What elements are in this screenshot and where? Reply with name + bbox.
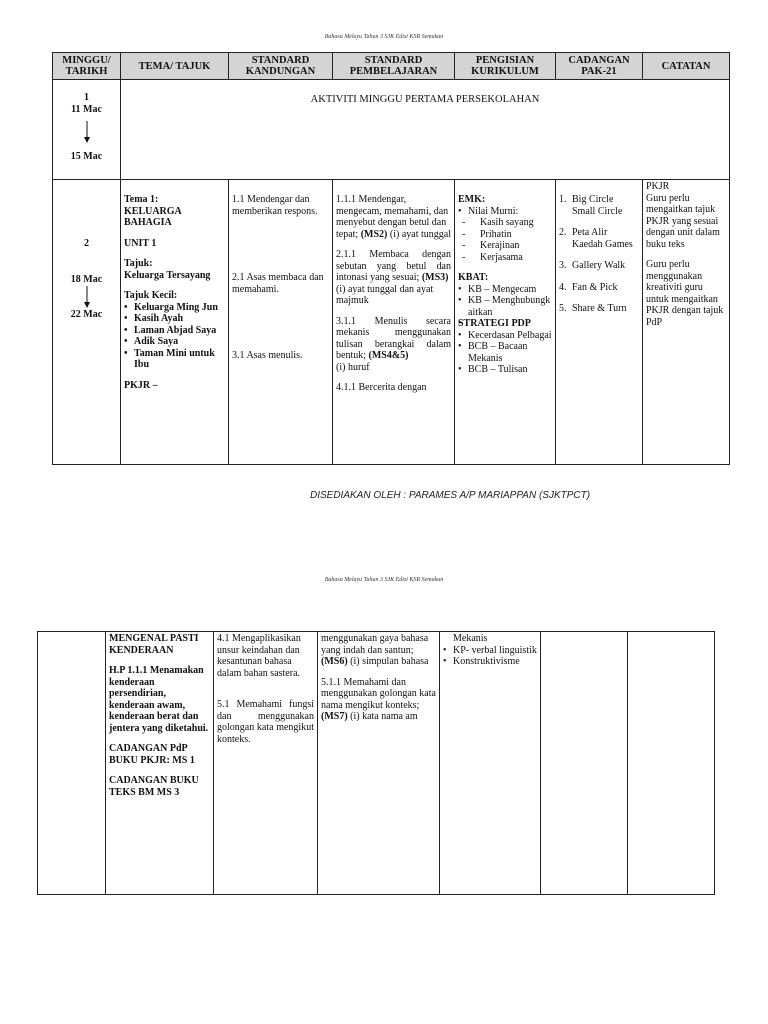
week2-number: 2 [84,238,89,249]
week1-activity: AKTIVITI MINGGU PERTAMA PERSEKOLAHAN [121,80,730,180]
pkjr-label: PKJR – [124,379,158,391]
sp-ms: (MS6) [321,656,348,667]
list-item: 5. Share & Turn [559,303,627,314]
list-item: • Kasih Ayah [124,313,225,325]
tajuk-label: Tajuk: [124,258,153,269]
week2-pak-cell [556,180,643,465]
list-item: • Adik Saya [124,336,225,348]
list-item: - Kerjasama [458,252,552,264]
kbat-label: KBAT: [458,272,489,283]
table-row-week1 [53,80,730,180]
list-item: • BCB – Bacaan Mekanis [458,341,552,364]
list-item: 4. Fan & Pick [559,281,618,293]
list-item: • BCB – Tulisan [458,364,552,376]
catatan-head: PKJR [646,181,670,192]
week2-end: 22 Mac [70,309,103,320]
sp-tail: (i) kata nama am [350,711,418,722]
week1-start: 11 Mac [71,103,102,115]
sk-item: 1.1 Mendengar dan memberikan respons. [232,194,318,217]
table-row-week2 [53,180,730,465]
page2-catatan-cell [628,632,715,895]
cadangan-teks: CADANGAN BUKU TEKS BM MS 3 [109,775,199,798]
sk-item: 4.1 Mengaplikasikan unsur keindahan dan kesantunan bahasa dalam bahan sastera. [217,633,301,679]
table-row [38,632,715,895]
list-item: • Keluarga Ming Jun [124,302,225,314]
tajuk-kecil-label: Tajuk Kecil: [124,290,178,301]
pak-list [559,194,639,315]
page2-sk-cell [214,632,318,895]
nilai-list [458,206,552,218]
sp-item: 3.1.1 Menulis secara mekanis menggunakan tulisan berangkai dalam bentuk; [336,315,451,361]
sp-tail: (i) simpulan bahasa [350,656,429,667]
rpt-table-page2 [37,631,715,895]
table-header-row [53,53,730,80]
col-header-tema: TEMA/ TAJUK [121,53,229,80]
sp-item: 5.1.1 Memahami dan menggunakan golongan kata nama mengikut konteks; [321,676,436,711]
list-item: 2. Peta Alir Kaedah Games [559,227,633,250]
col-header-minggu: MINGGU/ TARIKH [53,53,121,80]
week1-number: 1 [84,92,89,103]
sp-item: 4.1.1 Bercerita dengan [336,382,427,393]
strategi-items [458,330,552,376]
emk-label: EMK: [458,194,486,205]
unit-label: UNIT 1 [124,237,157,249]
sp-tail: (i) ayat tunggal [389,228,451,240]
prepared-by: DISEDIAKAN OLEH : PARAMES A/P MARIAPPAN (SJKTPCT) [310,490,591,501]
sp-tail: (i) ayat tunggal dan ayat majmuk [336,283,434,306]
pk-items [443,645,537,668]
page2-pak-cell [541,632,628,895]
week2-sp-cell [333,180,455,465]
catatan-note: Guru perlu mengaitkan tajuk PKJR yang sesuai dengan unit dalam buku teks [646,192,720,250]
list-item: • KB – Menghubungkaitkan [458,295,552,318]
page2-tema-cell [106,632,214,895]
strategi-label: STRATEGI PDP [458,318,531,329]
page-header: Bahasa Melayu Tahun 3 SJK Edisi KSR Semakan [324,577,444,583]
week2-start: 18 Mac [70,273,103,285]
tema-line: Tema 1: [124,194,159,205]
hp-text: H.P 1.1.1 Menamakan kenderaan persendirian, kenderaan awam, kenderaan berat dan jentera yang diketahui. [109,665,209,734]
arrow-down-icon [83,121,91,143]
col-header-catatan: CATATAN [643,53,730,80]
list-item: - Prihatin [458,229,552,241]
sk-item: 3.1 Asas menulis. [232,350,303,361]
sp-ms: (MS7) [321,711,348,722]
cadangan-pkjr: CADANGAN PdP BUKU PKJR: MS 1 [109,743,195,766]
tajuk-name: Keluarga Tersayang [124,269,211,281]
week2-sk-cell [229,180,333,465]
list-item: • Laman Abjad Saya [124,325,225,337]
page2-date-cell [38,632,106,895]
sp-ms: (MS4&5) [368,350,409,361]
col-header-sp: STANDARD PEMBELAJARAN [333,53,455,80]
arrow-down-icon [83,286,91,308]
kbat-items [458,284,552,319]
sp-tail: (i) huruf [336,361,370,373]
tema-name: KELUARGA BAHAGIA [124,205,182,228]
subtopic-list [124,302,225,371]
sp-item: menggunakan gaya bahasa yang indah dan santun; [321,633,429,656]
page-header: Bahasa Melayu Tahun 3 SJK Edisi KSR Semakan [324,34,444,40]
sp-ms: (MS2) [360,228,388,240]
pk-first: Mekanis [453,633,488,644]
sp-item: 2.1.1 Membaca dengan sebutan yang betul dan intonasi yang sesuai; [336,249,451,283]
week2-tema-cell [121,180,229,465]
list-item: • Kecerdasan Pelbagai [458,330,552,342]
col-header-sk: STANDARD KANDUNGAN [229,53,333,80]
week1-date-cell [53,80,121,180]
sp-ms: (MS3) [421,272,449,283]
col-header-pak: CADANGAN PAK-21 [556,53,643,80]
list-item: - Kasih sayang [458,217,552,229]
sk-item: 2.1 Asas membaca dan memahami. [232,272,324,295]
tema-title: MENGENAL PASTI KENDERAAN [109,633,199,656]
week2-date-cell [53,180,121,465]
week2-pk-cell [455,180,556,465]
nilai-items [458,217,552,263]
sp-item: 1.1.1 Mendengar, mengecam, memahami, dan menyebut dengan betul dan tepat; [336,194,449,240]
list-item: 3. Gallery Walk [559,260,626,271]
col-header-pk: PENGISIAN KURIKULUM [455,53,556,80]
list-item: • Taman Mini untuk Ibu [124,348,225,371]
list-item: • KP- verbal linguistik [443,645,537,657]
week1-end: 15 Mac [70,151,103,162]
week2-catatan-cell [643,180,730,465]
page2-sp-cell [318,632,440,895]
list-item: 1. Big Circle Small Circle [559,194,623,217]
list-item: • Konstruktivisme [443,656,537,668]
list-item: • Nilai Murni: [458,206,552,218]
list-item: • KB – Mengecam [458,284,552,296]
page2-pk-cell [440,632,541,895]
rpt-table-page1 [52,52,730,465]
catatan-note: Guru perlu menggunakan kreativiti guru untuk mengaitkan PKJR dengan tajuk PdP [646,259,724,328]
sk-item: 5.1 Memahami fungsi dan menggunakan golongan kata mengikut konteks. [217,699,314,745]
list-item: - Kerajinan [458,240,552,252]
